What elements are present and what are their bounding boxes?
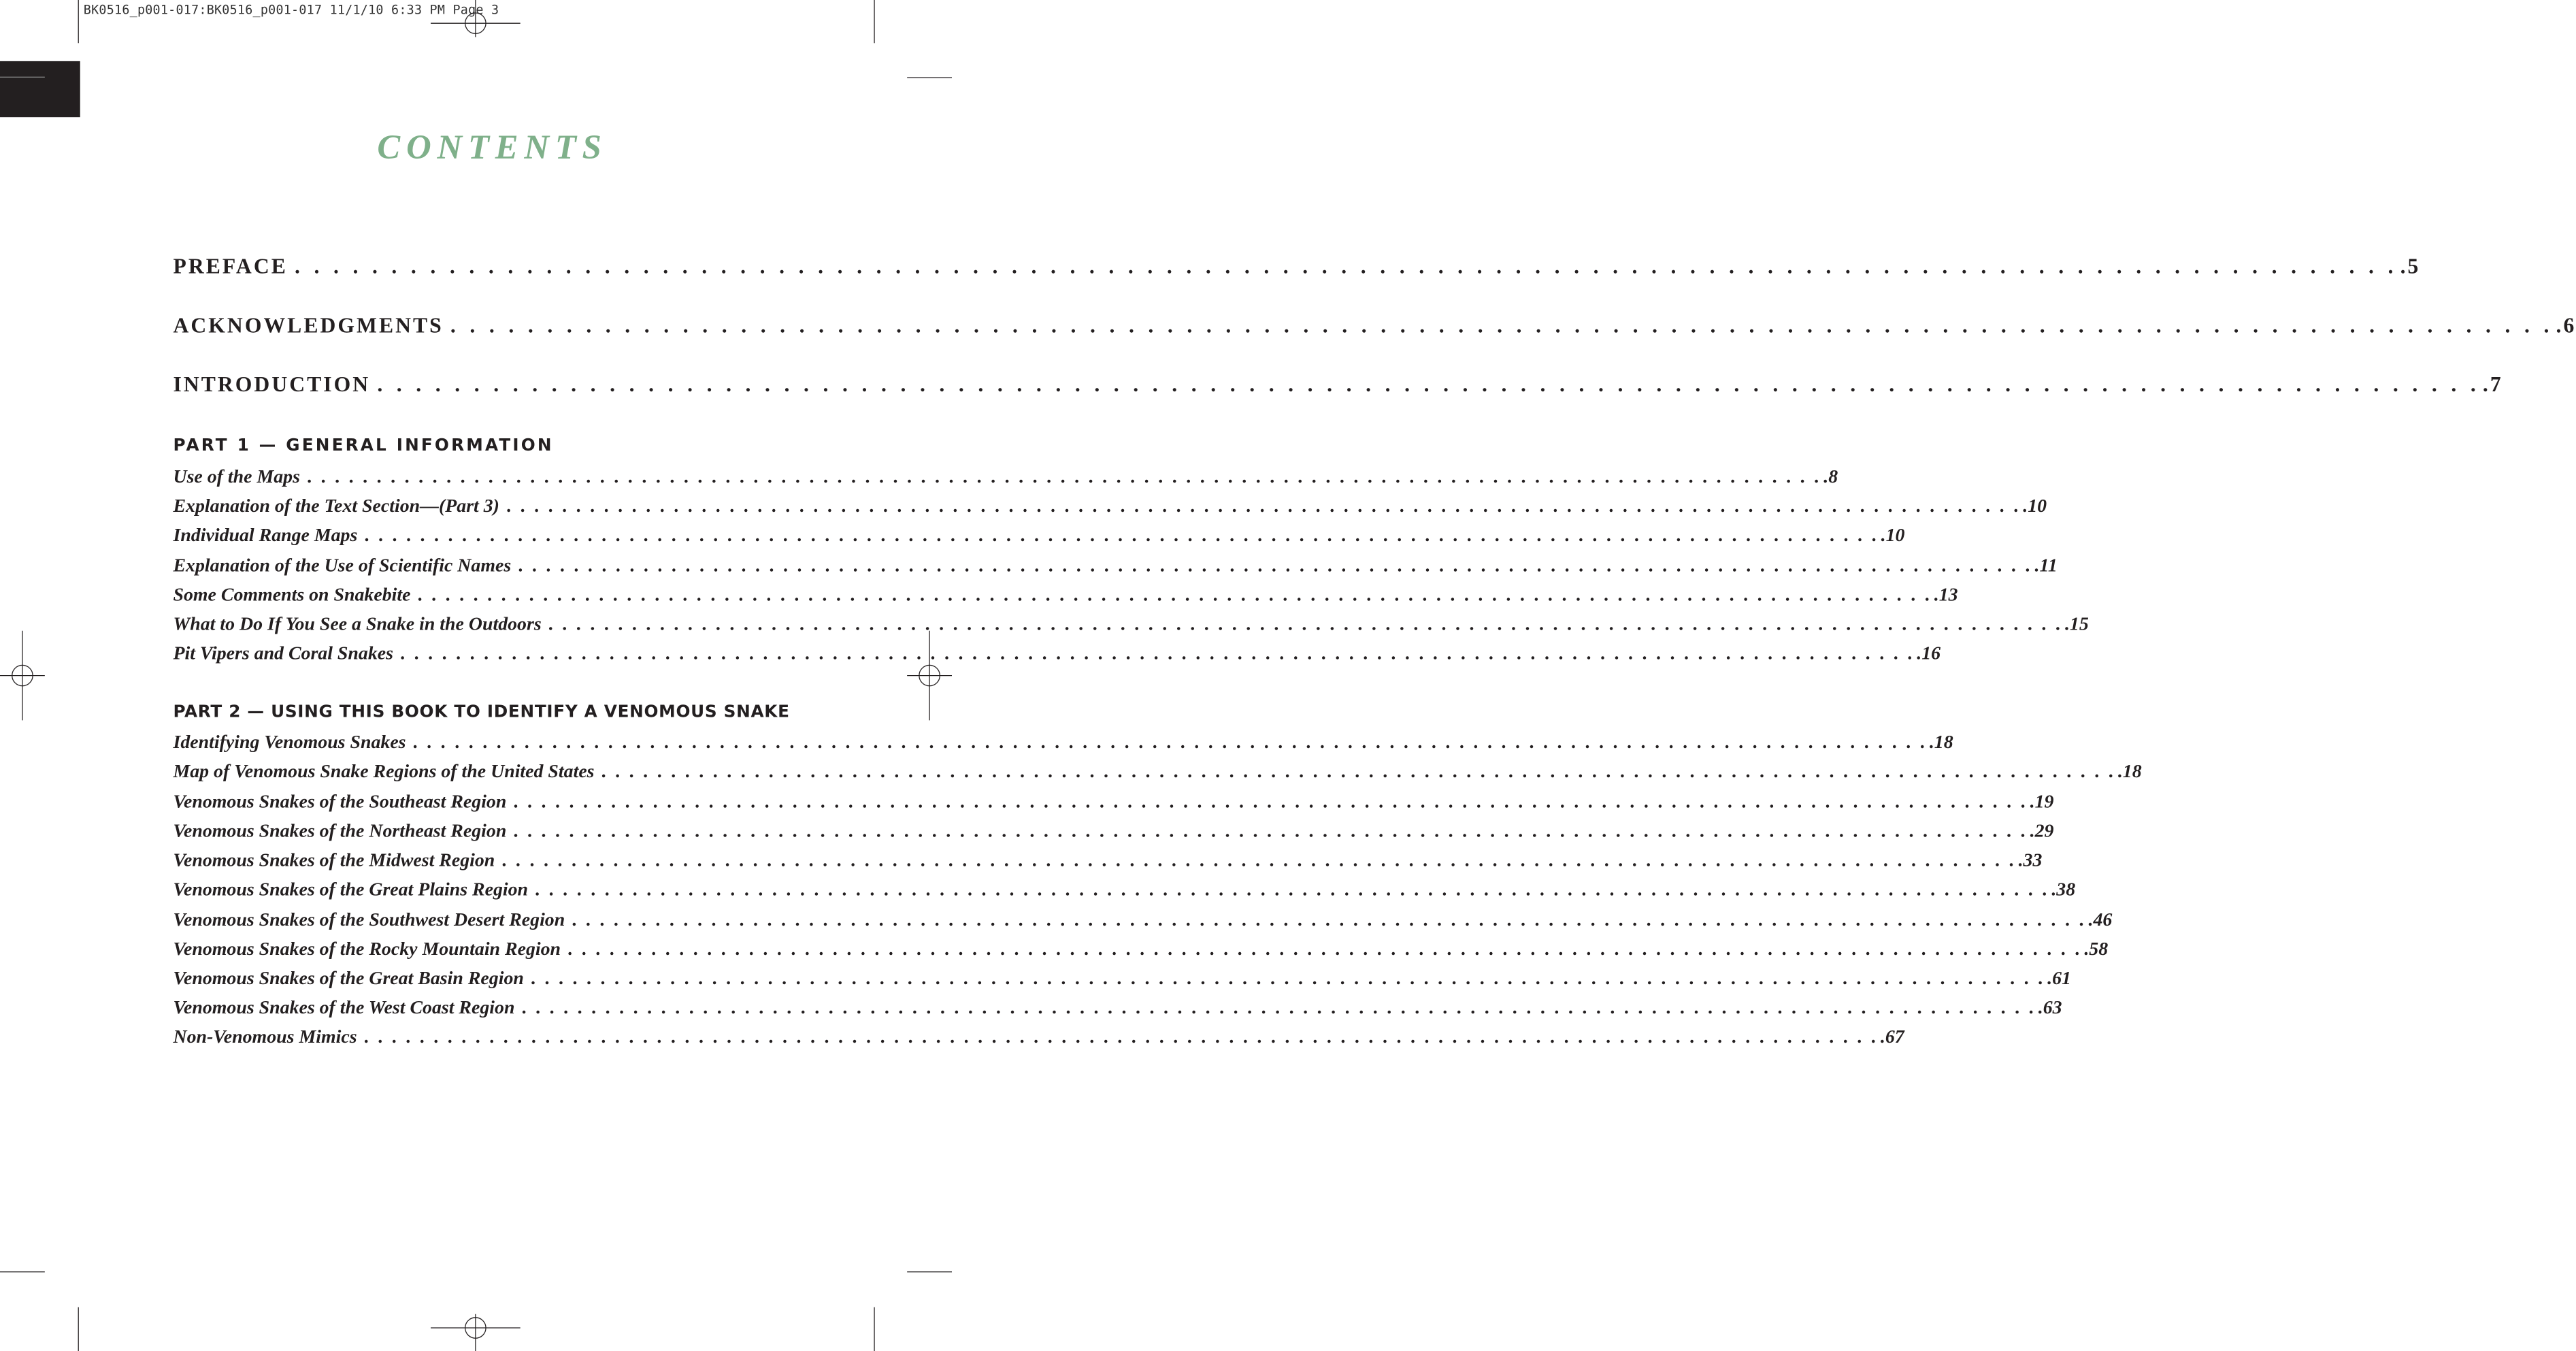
toc-entry (173, 996, 2062, 1019)
toc-entry-page: .38 (2051, 878, 2076, 900)
toc-entry-label: Identifying Venomous Snakes (173, 730, 406, 753)
leader-dots: . . . . . . . . . . . . . . . . . . . . . . . . . . . . . . . . . . . . . . . . . . . . . . . . . . . . . . . . . . . . . . . . . . . . . . . . . . . . . . . . . . . . . . . . . . . . . . . . . . . . . . . . . . . . . (548, 613, 2063, 634)
toc-entry (173, 494, 2047, 517)
leader-dots: . . . . . . . . . . . . . . . . . . . . . . . . . . . . . . . . . . . . . . . . . . . . . . . . . . . . . . . . . . . . . . . . . . . . . . . . . . . . . . . . . . . . . . . . . . . . . . . . . . . . . . . . . . . . . (506, 494, 2021, 517)
toc-entry-label: Pit Vipers and Coral Snakes (173, 642, 393, 664)
toc-entry-label: Venomous Snakes of the Rocky Mountain Region (173, 937, 561, 960)
leader-dots: . . . . . . . . . . . . . . . . . . . . . . . . . . . . . . . . . . . . . . . . . . . . . . . . . . . . . . . . . . . . . . . . . . . . . . . . . . . . . . . . . . . . . . . . . . . . . . . . . . . . . . . . . . . . . (307, 465, 1821, 487)
toc-entry-label: Some Comments on Snakebite (173, 583, 411, 605)
leader-dots: . . . . . . . . . . . . . . . . . . . . . . . . . . . . . . . . . . . . . . . . . . . . . . . . . . . . . . . . . . . . . . . . . . . . . . . . . . . . . . . . . . . . . . . . . . . . . . . . . . . . . . . . . . . . . (513, 790, 2028, 812)
registration-mark-bottom (431, 1314, 521, 1351)
toc-entry-page: .61 (2047, 966, 2071, 989)
toc-entry-page: .10 (1881, 523, 1905, 546)
toc-entry-label: ACKNOWLEDGMENTS (173, 314, 444, 338)
toc-entry (173, 1025, 1904, 1048)
toc-entry-page: .18 (2117, 760, 2142, 782)
toc-entry-acknowledgments (173, 314, 2576, 338)
leader-dots: . . . . . . . . . . . . . . . . . . . . . . . . . . . . . . . . . . . . . . . . . . . . . . . . . . . . . . . . . . . . . . . . . . . . . . . . . . . . . . . . . . . . . . . . . . . . . . . . . . . . . . . . . . . . . (513, 819, 2028, 841)
leader-dots: . . . . . . . . . . . . . . . . . . . . . . . . . . . . . . . . . . . . . . . . . . . . . . . . . . . . . . . . . . . . . . . . . . . . . . . . . . . . . . . . . . . . . . . . . . . . . . . . . . . . . . . . . . . . . (450, 314, 2554, 338)
toc-entry-label: INTRODUCTION (173, 373, 371, 397)
toc-entry-label: Venomous Snakes of the Great Basin Region (173, 966, 524, 989)
leader-dots: . . . . . . . . . . . . . . . . . . . . . . . . . . . . . . . . . . . . . . . . . . . . . . . . . . . . . . . . . . . . . . . . . . . . . . . . . . . . . . . . . . . . . . . . . . . . . . . . . . . . . . . . . . . . . (364, 523, 1879, 546)
toc-entry (173, 878, 2076, 900)
leader-dots: . . . . . . . . . . . . . . . . . . . . . . . . . . . . . . . . . . . . . . . . . . . . . . . . . . . . . . . . . . . . . . . . . . . . . . . . . . . . . . . . . . . . . . . . . . . . . . . . . . . . . . . . . . . . . (501, 849, 2016, 870)
toc-entry-introduction (173, 373, 2503, 397)
toc-entry-page: .7 (2482, 373, 2503, 397)
toc-entry-label: Non-Venomous Mimics (173, 1025, 357, 1047)
toc-entry-page: .10 (2023, 494, 2047, 517)
toc-entry (173, 730, 1953, 753)
toc-entry-label: Individual Range Maps (173, 523, 358, 546)
toc-entry-page: .11 (2034, 554, 2058, 576)
toc-entry-label: Venomous Snakes of the West Coast Region (173, 996, 515, 1018)
part-1-heading: PART 1 — GENERAL INFORMATION (173, 435, 554, 455)
toc-entry-label: Venomous Snakes of the Southwest Desert Region (173, 908, 565, 930)
toc-entry (173, 819, 2054, 842)
leader-dots: . . . . . . . . . . . . . . . . . . . . . . . . . . . . . . . . . . . . . . . . . . . . . . . . . . . . . . . . . . . . . . . . . . . . . . . . . . . . . . . . . . . . . . . . . . . . . . . . . . . . . . . . . . . . . (601, 760, 2116, 782)
toc-entry (173, 642, 1941, 664)
toc-entry-page: .67 (1880, 1025, 1904, 1047)
registration-mark-top (431, 0, 521, 37)
leader-dots: . . . . . . . . . . . . . . . . . . . . . . . . . . . . . . . . . . . . . . . . . . . . . . . . . . . . . . . . . . . . . . . . . . . . . . . . . . . . . . . . . . . . . . . . . . . . . . . . . . . . . . . . . . . . . (521, 996, 2036, 1018)
toc-entry (173, 849, 2043, 871)
toc-entry-label: Use of the Maps (173, 465, 300, 487)
printer-marks (0, 0, 952, 1351)
leader-dots: . . . . . . . . . . . . . . . . . . . . . . . . . . . . . . . . . . . . . . . . . . . . . . . . . . . . . . . . . . . . . . . . . . . . . . . . . . . . . . . . . . . . . . . . . . . . . . . . . . . . . . . . . . . . . (294, 255, 2398, 278)
leader-dots: . . . . . . . . . . . . . . . . . . . . . . . . . . . . . . . . . . . . . . . . . . . . . . . . . . . . . . . . . . . . . . . . . . . . . . . . . . . . . . . . . . . . . . . . . . . . . . . . . . . . . . . . . . . . . (377, 373, 2481, 397)
leader-dots: . . . . . . . . . . . . . . . . . . . . . . . . . . . . . . . . . . . . . . . . . . . . . . . . . . . . . . . . . . . . . . . . . . . . . . . . . . . . . . . . . . . . . . . . . . . . . . . . . . . . . . . . . . . . . (417, 583, 1932, 605)
toc-entry (173, 613, 2089, 635)
leader-dots: . . . . . . . . . . . . . . . . . . . . . . . . . . . . . . . . . . . . . . . . . . . . . . . . . . . . . . . . . . . . . . . . . . . . . . . . . . . . . . . . . . . . . . . . . . . . . . . . . . . . . . . . . . . . . (567, 937, 2082, 960)
toc-entry-label: What to Do If You See a Snake in the Outdoors (173, 613, 542, 634)
toc-entry-page: .16 (1917, 642, 1941, 664)
toc-entry (173, 554, 2058, 576)
toc-entry-page: .58 (2084, 937, 2109, 960)
toc-entry (173, 790, 2054, 813)
toc-entry-preface (173, 255, 2421, 279)
leader-dots: . . . . . . . . . . . . . . . . . . . . . . . . . . . . . . . . . . . . . . . . . . . . . . . . . . . . . . . . . . . . . . . . . . . . . . . . . . . . . . . . . . . . . . . . . . . . . . . . . . . . . . . . . . . . . (530, 966, 2045, 989)
toc-entry-label: PREFACE (173, 255, 288, 278)
toc-entry-page: .5 (2400, 255, 2421, 278)
toc-entry-page: .13 (1934, 583, 1958, 605)
toc-entry-label: Map of Venomous Snake Regions of the United States (173, 760, 595, 782)
leader-dots: . . . . . . . . . . . . . . . . . . . . . . . . . . . . . . . . . . . . . . . . . . . . . . . . . . . . . . . . . . . . . . . . . . . . . . . . . . . . . . . . . . . . . . . . . . . . . . . . . . . . . . . . . . . . . (572, 908, 2086, 930)
toc-entry (173, 908, 2113, 930)
leader-dots: . . . . . . . . . . . . . . . . . . . . . . . . . . . . . . . . . . . . . . . . . . . . . . . . . . . . . . . . . . . . . . . . . . . . . . . . . . . . . . . . . . . . . . . . . . . . . . . . . . . . . . . . . . . . . (363, 1025, 1879, 1047)
toc-entry-label: Explanation of the Use of Scientific Names (173, 554, 512, 576)
toc-entry-label: Venomous Snakes of the Northeast Region (173, 819, 507, 841)
toc-entry (173, 465, 1838, 488)
part-2-heading: PART 2 — USING THIS BOOK TO IDENTIFY A VENOMOUS SNAKE (173, 701, 790, 721)
page-title: CONTENTS (377, 127, 608, 167)
leader-dots: . . . . . . . . . . . . . . . . . . . . . . . . . . . . . . . . . . . . . . . . . . . . . . . . . . . . . . . . . . . . . . . . . . . . . . . . . . . . . . . . . . . . . . . . . . . . . . . . . . . . . . . . . . . . . (400, 642, 1915, 664)
toc-entry-page: .29 (2030, 819, 2054, 841)
toc-entry-page: .46 (2088, 908, 2113, 930)
toc-entry (173, 966, 2071, 990)
toc-entry-page: .63 (2038, 996, 2062, 1018)
toc-entry (173, 760, 2142, 783)
toc-entry (173, 583, 1958, 606)
leader-dots: . . . . . . . . . . . . . . . . . . . . . . . . . . . . . . . . . . . . . . . . . . . . . . . . . . . . . . . . . . . . . . . . . . . . . . . . . . . . . . . . . . . . . . . . . . . . . . . . . . . . . . . . . . . . . (518, 554, 2032, 576)
leader-dots: . . . . . . . . . . . . . . . . . . . . . . . . . . . . . . . . . . . . . . . . . . . . . . . . . . . . . . . . . . . . . . . . . . . . . . . . . . . . . . . . . . . . . . . . . . . . . . . . . . . . . . . . . . . . . (412, 730, 1928, 753)
toc-entry-page: .8 (1823, 465, 1838, 487)
toc-entry-label: Venomous Snakes of the Midwest Region (173, 849, 495, 870)
toc-entry-page: .15 (2064, 613, 2089, 634)
registration-mark-left (0, 631, 45, 721)
toc-entry-label: Venomous Snakes of the Southeast Region (173, 790, 507, 812)
toc-entry-page: .33 (2018, 849, 2043, 870)
leader-dots: . . . . . . . . . . . . . . . . . . . . . . . . . . . . . . . . . . . . . . . . . . . . . . . . . . . . . . . . . . . . . . . . . . . . . . . . . . . . . . . . . . . . . . . . . . . . . . . . . . . . . . . . . . . . . (535, 878, 2049, 900)
toc-entry-label: Explanation of the Text Section—(Part 3) (173, 494, 499, 517)
toc-entry-page: .18 (1929, 730, 1953, 753)
toc-entry-page: .6 (2556, 314, 2576, 338)
toc-entry (173, 937, 2109, 960)
toc-entry-page: .19 (2030, 790, 2054, 812)
slug-line: BK0516_p001-017:BK0516_p001-017 11/1/10 6:33 PM Page 3 (83, 3, 499, 18)
toc-entry (173, 523, 1905, 547)
toc-entry-label: Venomous Snakes of the Great Plains Region (173, 878, 529, 900)
